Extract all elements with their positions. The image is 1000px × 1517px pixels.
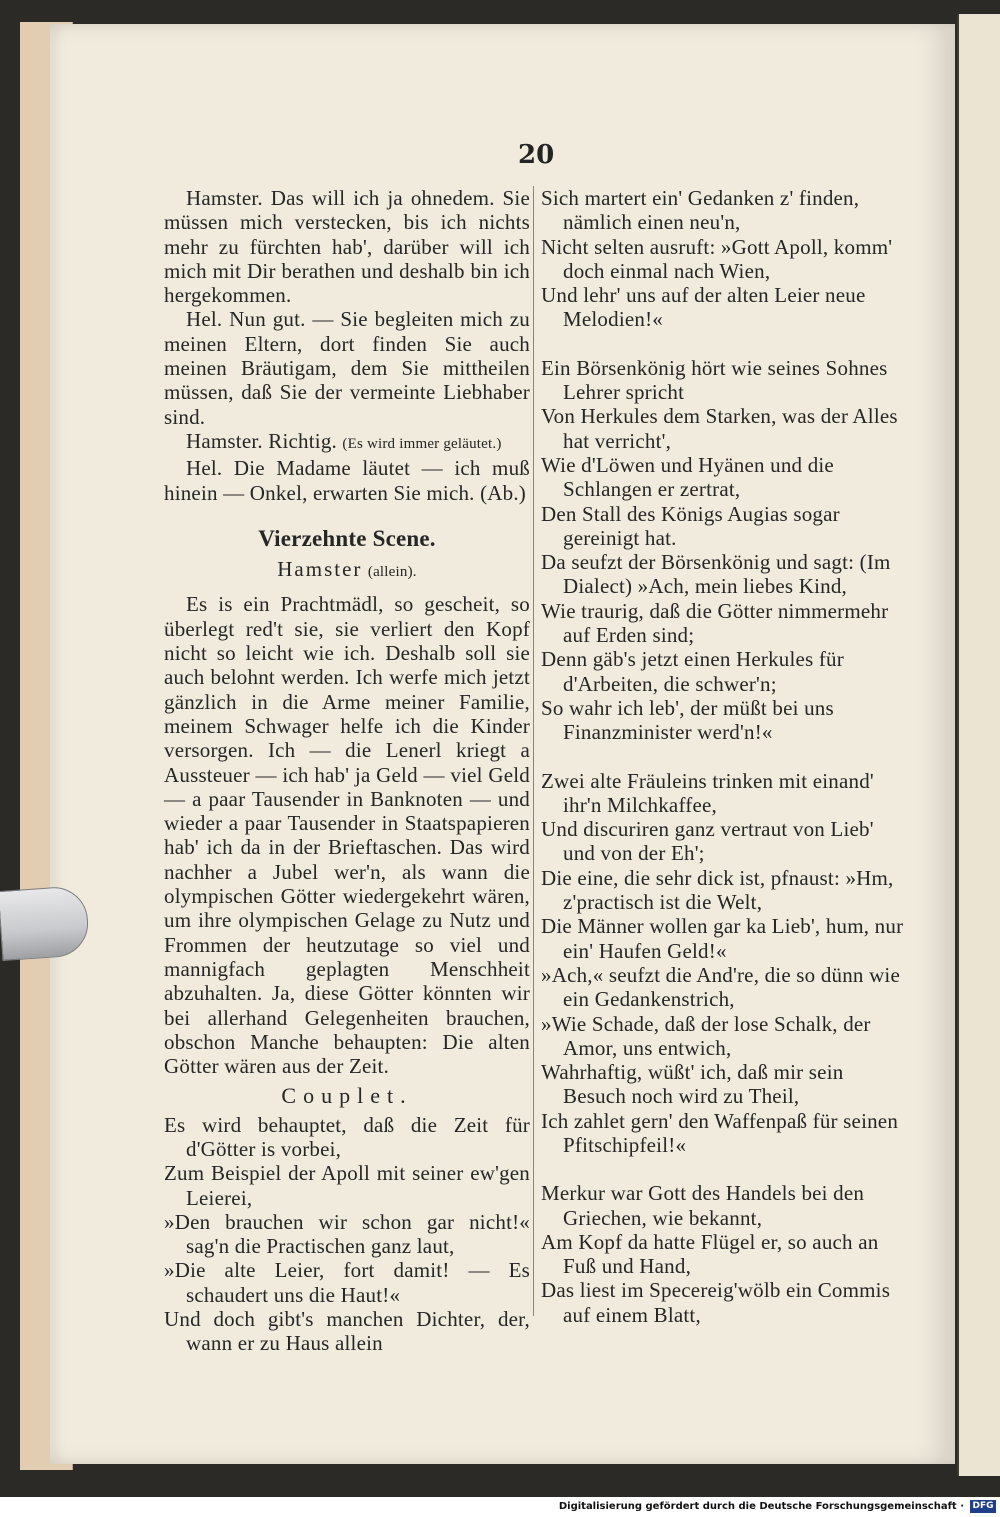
verse-line: Da seufzt der Börsenkönig und sagt: (Im Dialect) »Ach, mein liebes Kind, [541, 550, 891, 599]
stanza [541, 186, 909, 332]
verse-line: So wahr ich leb', der müßt bei uns Finanzminister werd'n!« [541, 695, 834, 745]
paragraph [164, 429, 530, 456]
verse-line: Den Stall des Königs Augias sogar gereinigt hat. [541, 501, 840, 550]
verse-line: Nicht selten ausruft: »Gott Apoll, komm' doch einmal nach Wien, [541, 234, 893, 283]
paragraph: Hamster. Das will ich ja ohnedem. Sie müssen mich verstecken, bis ich nichts mehr zu fürchten hab', darüber will ich mich mit Dir berathen und deshalb bin ich hergekommen. [164, 186, 530, 308]
couplet-heading: Couplet. [281, 1083, 413, 1109]
verse-line: »Den brauchen wir schon gar nicht!« sag'n die Practischen ganz laut, [164, 1209, 530, 1259]
verse-line: Wahrhaftig, wüßt' ich, daß mir sein Besuch noch wird zu Theil, [541, 1060, 844, 1109]
verse-line: »Wie Schade, daß der lose Schalk, der Amor, uns entwich, [541, 1011, 871, 1060]
verse-line: »Ach,« seufzt die And're, die so dünn wie ein Gedankenstrich, [541, 962, 900, 1012]
verse-line: Wie traurig, daß die Götter nimmermehr auf Erden sind; [541, 598, 889, 648]
verse-line: Die Männer wollen gar ka Lieb', hum, nur ein' Haufen Geld!« [541, 914, 904, 963]
verse-line: Denn gäb's jetzt einen Herkules für d'Arbeiten, die schwer'n; [541, 647, 844, 696]
facing-page-edge [957, 14, 1000, 1476]
verse-line: Das liest im Specereig'wölb ein Commis auf einem Blatt, [541, 1278, 891, 1327]
scene-character-line [164, 557, 530, 584]
page-number: 20 [518, 140, 555, 170]
verse-line: »Die alte Leier, fort damit! — Es schaudert uns die Haut!« [164, 1258, 530, 1307]
speaker-line: Hamster. Richtig. [186, 428, 337, 453]
stage-direction: (Es wird immer geläutet.) [342, 435, 502, 452]
verse-line: Und lehr' uns auf der alten Leier neue Melodien!« [541, 283, 866, 332]
stage-direction: (Ab.) [480, 480, 526, 505]
verse-line: Zum Beispiel der Apoll mit seiner ew'gen Leierei, [164, 1161, 530, 1210]
verse-line: Und discuriren ganz vertraut von Lieb' und von der Eh'; [541, 817, 874, 866]
paragraph: Hel. Nun gut. — Sie begleiten mich zu meinen Eltern, dort finden Sie auch meinen Bräutigam, dem Sie mittheilen müssen, daß Sie der vermeinte Liebhaber sind. [164, 307, 530, 429]
funding-credit: Digitalisierung gefördert durch die Deutsche Forschungsgemeinschaft · [558, 1501, 964, 1512]
verse-line: Von Herkules dem Starken, was der Alles hat verricht', [541, 404, 898, 453]
verse-line: Ich zahlet gern' den Waffenpaß für seinen Pfitschipfeil!« [541, 1108, 899, 1157]
stanza [541, 1181, 909, 1327]
verse-line: Und doch gibt's manchen Dichter, der, wann er zu Haus allein [164, 1307, 530, 1356]
scene-heading: Vierzehnte Scene. [258, 525, 436, 551]
column-divider [533, 186, 534, 1316]
monologue: Es is ein Prachtmädl, so gescheit, so überlegt red't sie, sie verliert den Kopf nicht so leicht wie ich. Deshalb soll sie auch belohnt werden. Ich werfe mich jetzt gänzlich in die Arme meiner Familie, meinem Schwager helfe ich die Kinder versorgen. Ich — die Lenerl kriegt a Aussteuer — ich hab' ja Geld — viel Geld — a paar Tausender in Banknoten — und wieder a paar Tausender in Staatspapieren hab' ich da in der Brieftaschen. Das wird nachher a Jubel wer'n, als wann die olympischen Götter wiedergekehrt wären, um ihre olympischen Gelage zu Nutz und Frommen der heutzutage so viel und mannigfach geplagten Menschheit abzuhalten. Ja, diese Götter könnten wir bei allerhand Gelegenheiten brauchen, obschon Manche behaupten: Die alten Götter wären aus der Zeit. [164, 592, 530, 1079]
dfg-logo: DFG [970, 1500, 996, 1513]
scene-character-note: (allein). [367, 564, 417, 581]
verse-line: Merkur war Gott des Handels bei den Griechen, wie bekannt, [541, 1181, 865, 1230]
verse-line: Wie d'Löwen und Hyänen und die Schlangen er zertrat, [541, 452, 834, 502]
right-column [541, 186, 909, 1351]
left-column [164, 186, 530, 1356]
verse-line: Zwei alte Fräuleins trinken mit einand' ihr'n Milchkaffee, [541, 768, 874, 817]
scene-character: Hamster [277, 557, 363, 582]
paragraph [164, 456, 530, 505]
stanza [541, 356, 909, 745]
verse-line: Die eine, die sehr dick ist, pfnaust: »Hm, z'practisch ist die Welt, [541, 865, 894, 915]
stanza [541, 769, 909, 1158]
verse-line: Ein Börsenkönig hört wie seines Sohnes Lehrer spricht [541, 355, 888, 405]
verse-line: Sich martert ein' Gedanken z' finden, nämlich einen neu'n, [541, 186, 860, 235]
speaker-line: Hel. Die Madame läutet — ich muß hinein — Onkel, erwarten Sie mich. [164, 456, 530, 505]
verse-line: Am Kopf da hatte Flügel er, so auch an Fuß und Hand, [541, 1229, 879, 1279]
verse-line: Es wird behauptet, daß die Zeit für d'Götter is vorbei, [164, 1112, 530, 1161]
